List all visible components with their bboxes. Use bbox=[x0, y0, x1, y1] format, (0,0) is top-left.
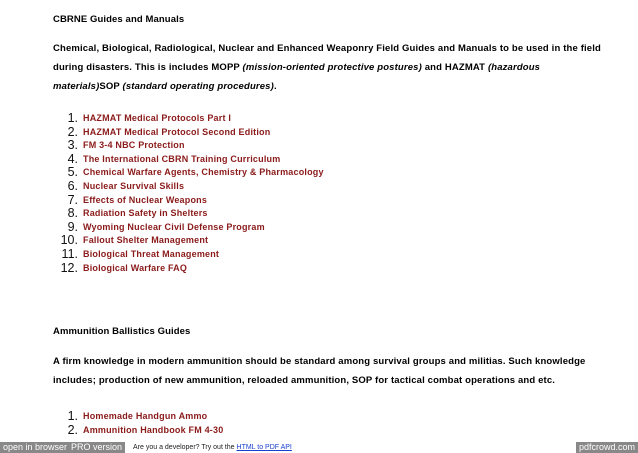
document-link[interactable]: The International CBRN Training Curriculum bbox=[83, 153, 281, 164]
section-title-cbrne: CBRNE Guides and Manuals bbox=[53, 14, 185, 25]
document-link[interactable]: Nuclear Survival Skills bbox=[83, 180, 185, 191]
list-number: 1. bbox=[67, 409, 78, 423]
list-number: 9. bbox=[67, 219, 78, 234]
list-number: 5. bbox=[67, 165, 78, 180]
pdfcrowd-brand-button[interactable]: pdfcrowd.com bbox=[576, 442, 638, 453]
section-title-ammunition: Ammunition Ballistics Guides bbox=[53, 326, 191, 337]
document-link[interactable]: Biological Warfare FAQ bbox=[83, 262, 188, 273]
list-number: 11. bbox=[61, 246, 78, 261]
document-link[interactable]: HAZMAT Medical Protocols Part I bbox=[83, 113, 232, 123]
html-to-pdf-api-link[interactable]: HTML to PDF API bbox=[236, 444, 292, 451]
document-link[interactable]: Homemade Handgun Ammo bbox=[83, 411, 208, 421]
developer-promo: Are you a developer? Try out the HTML to PDF API bbox=[133, 444, 292, 451]
list-number: 2. bbox=[67, 422, 78, 437]
list-number: 1. bbox=[67, 111, 78, 125]
list-number: 6. bbox=[67, 178, 78, 193]
document-link[interactable]: Ammunition Handbook FM 4-30 bbox=[83, 424, 224, 435]
list-number: 8. bbox=[67, 206, 78, 221]
pdfcrowd-footer bbox=[0, 442, 638, 453]
pro-version-button[interactable]: PRO version bbox=[68, 442, 125, 453]
document-link[interactable]: Wyoming Nuclear Civil Defense Program bbox=[83, 221, 265, 232]
list-number: 10. bbox=[60, 233, 78, 248]
list-number: 4. bbox=[67, 151, 78, 166]
document-link[interactable]: Chemical Warfare Agents, Chemistry & Pharmacology bbox=[83, 167, 324, 178]
document-link[interactable]: HAZMAT Medical Protocol Second Edition bbox=[83, 126, 271, 137]
list-number: 7. bbox=[67, 192, 78, 207]
document-link[interactable]: Radiation Safety in Shelters bbox=[83, 208, 208, 219]
document-link[interactable]: Effects of Nuclear Weapons bbox=[83, 194, 208, 205]
ammunition-description: A firm knowledge in modern ammunition should be standard among survival groups and militias. Such knowledge includes; production of new ammunition, reloaded ammunition, SOP for tactical combat operations and etc. bbox=[53, 356, 586, 386]
document-link[interactable]: FM 3-4 NBC Protection bbox=[83, 140, 185, 151]
document-link[interactable]: Fallout Shelter Management bbox=[83, 235, 209, 246]
list-number: 3. bbox=[67, 138, 78, 153]
list-number: 12. bbox=[60, 260, 78, 275]
document-link[interactable]: Biological Threat Management bbox=[83, 248, 220, 259]
open-in-browser-button[interactable]: open in browser bbox=[0, 442, 70, 453]
list-number: 2. bbox=[67, 124, 78, 139]
cbrne-description: Chemical, Biological, Radiological, Nuclear and Enhanced Weaponry Field Guides and Manuals to be used in the field during disasters. This is includes MOPP (mission-oriented protective postures) and HAZMAT (hazardous materials)SOP (standard operating procedures). bbox=[53, 43, 601, 92]
